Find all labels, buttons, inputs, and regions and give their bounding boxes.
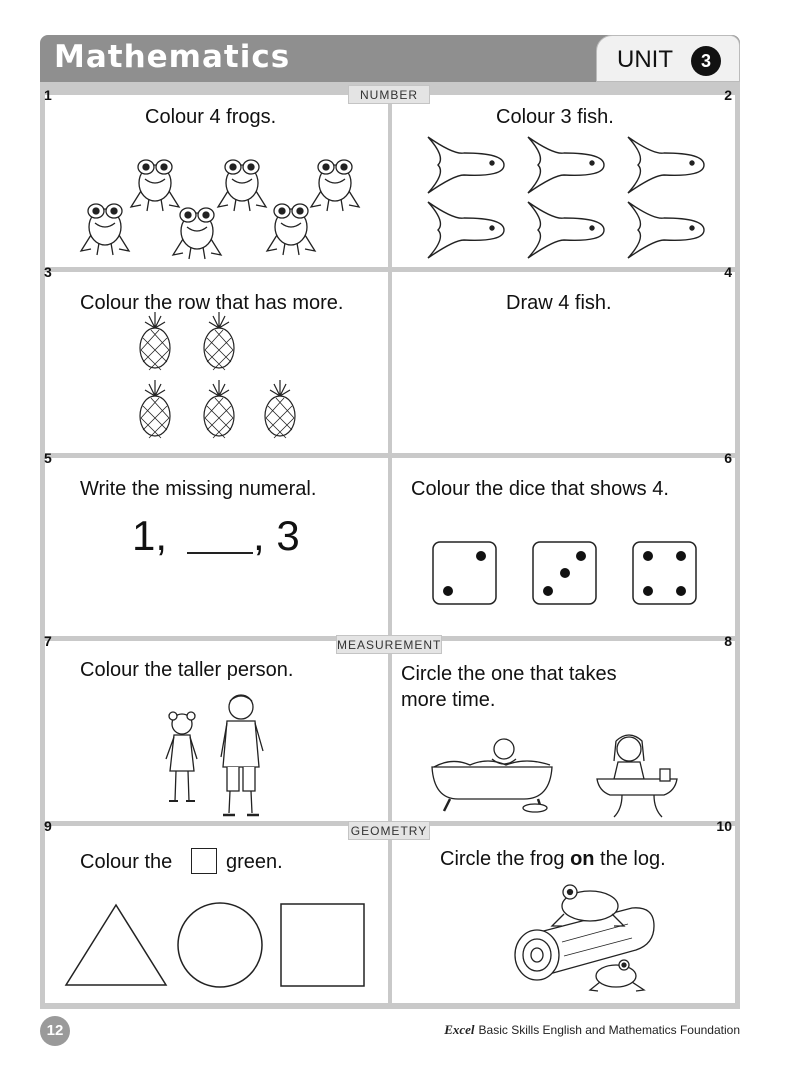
short-girl-icon xyxy=(166,712,197,801)
header-bar xyxy=(40,35,740,82)
question-text: Colour the dice that shows 4. xyxy=(411,478,669,500)
question-text: Write the missing numeral. xyxy=(80,478,317,500)
die-three[interactable] xyxy=(533,542,596,604)
frog-icon xyxy=(267,204,315,255)
question-6-cell xyxy=(392,450,735,636)
question-text-line2: more time. xyxy=(401,689,496,711)
circle-shape[interactable] xyxy=(178,903,262,987)
question-grid xyxy=(40,82,740,1009)
unit-number-badge: 3 xyxy=(691,46,721,76)
pineapple-icon xyxy=(204,380,234,438)
question-1-cell xyxy=(44,87,388,267)
triangle-shape[interactable] xyxy=(66,905,166,985)
question-text: Colour 4 frogs. xyxy=(145,106,277,128)
question-number: 4 xyxy=(724,264,732,280)
question-7-cell xyxy=(44,633,388,821)
sequence-end: , 3 xyxy=(253,512,300,559)
question-text-bold: on xyxy=(570,848,595,870)
brushing-teeth-icon[interactable] xyxy=(597,735,677,817)
fish-icon xyxy=(528,202,604,258)
question-text: Colour the taller person. xyxy=(80,659,294,681)
question-text: Draw 4 fish. xyxy=(506,292,612,314)
activities-illustration xyxy=(392,641,735,821)
question-text: Colour 3 fish. xyxy=(496,106,614,128)
fish-illustration xyxy=(392,95,735,267)
square-shape[interactable] xyxy=(281,904,364,986)
question-text: Colour the row that has more. xyxy=(80,292,344,314)
frog-under-log-icon[interactable] xyxy=(590,960,644,991)
question-number: 6 xyxy=(724,450,732,466)
frog-icon xyxy=(81,204,129,255)
die-two[interactable] xyxy=(433,542,496,604)
section-tag-geometry: GEOMETRY xyxy=(348,821,430,840)
tall-boy-icon xyxy=(221,695,263,815)
dice-illustration xyxy=(392,458,735,636)
question-5-cell xyxy=(44,450,388,636)
question-3-cell xyxy=(44,264,388,453)
shapes-illustration xyxy=(45,826,388,1003)
question-number: 3 xyxy=(44,264,52,280)
frog-icon xyxy=(311,160,359,211)
sequence-start: 1, xyxy=(132,512,168,559)
unit-label: UNIT xyxy=(617,46,673,73)
question-number: 10 xyxy=(716,818,732,834)
bath-icon[interactable] xyxy=(432,739,552,812)
question-2-cell xyxy=(392,87,735,267)
pineapple-icon xyxy=(140,312,170,370)
fish-icon xyxy=(528,137,604,193)
missing-numeral-blank[interactable] xyxy=(187,552,253,554)
question-10-cell xyxy=(392,818,735,1003)
page-title: Mathematics xyxy=(54,39,291,75)
question-number: 2 xyxy=(724,87,732,103)
question-text-before: Circle the frog xyxy=(440,848,571,870)
frog-icon xyxy=(131,160,179,211)
frog-icon xyxy=(218,160,266,211)
question-text-line1: Circle the one that takes xyxy=(401,663,617,685)
question-number: 9 xyxy=(44,818,52,834)
pineapple-icon xyxy=(140,380,170,438)
question-9-cell xyxy=(44,818,388,1003)
footer-tagline: Basic Skills English and Mathematics Foundation xyxy=(478,1023,740,1037)
section-tag-number: NUMBER xyxy=(348,85,430,104)
fish-icon xyxy=(628,137,704,193)
pineapple-icon xyxy=(265,380,295,438)
worksheet xyxy=(40,35,740,1009)
question-8-cell xyxy=(392,633,735,821)
section-tag-measurement: MEASUREMENT xyxy=(336,635,442,654)
question-number: 5 xyxy=(44,450,52,466)
fish-icon xyxy=(428,137,504,193)
question-number: 8 xyxy=(724,633,732,649)
frog-icon xyxy=(173,208,221,259)
fish-icon xyxy=(428,202,504,258)
question-number: 7 xyxy=(44,633,52,649)
question-text-after: green. xyxy=(226,851,283,873)
question-4-cell xyxy=(392,264,735,453)
die-four[interactable] xyxy=(633,542,696,604)
frogs-illustration xyxy=(45,95,388,267)
question-text-before: Colour the xyxy=(80,851,173,873)
people-illustration xyxy=(45,641,388,821)
question-text-after: the log. xyxy=(594,848,666,870)
footer-brand xyxy=(444,1022,740,1038)
page-number-badge: 12 xyxy=(40,1016,70,1046)
brand-name: Excel xyxy=(444,1022,475,1037)
frog-log-illustration xyxy=(392,826,735,1003)
fish-icon xyxy=(628,202,704,258)
unit-tab xyxy=(596,35,740,82)
question-number: 1 xyxy=(44,87,52,103)
pineapple-icon xyxy=(204,312,234,370)
pineapples-illustration xyxy=(45,272,388,453)
